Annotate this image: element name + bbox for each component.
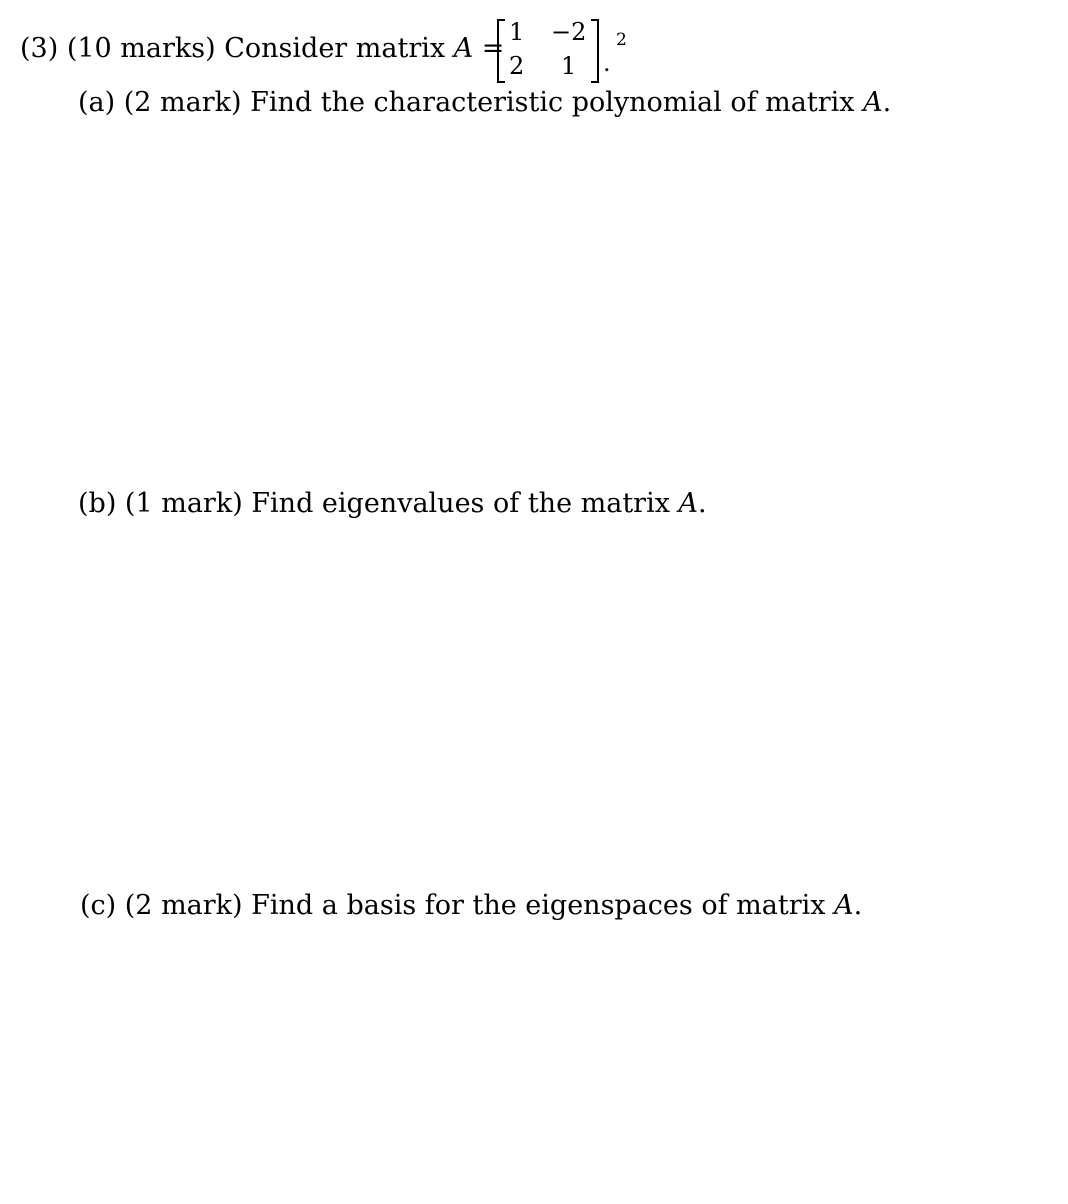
part-a-text: (a) (2 mark) Find the characteristic polynomial of matrix: [78, 87, 855, 118]
part-c-end: .: [853, 890, 863, 921]
matrix-cell-2-2: 1: [561, 52, 577, 80]
part-a: [78, 89, 891, 116]
matrix-cell-2-1: 2: [509, 52, 525, 80]
superscript-mark: 2: [616, 30, 627, 50]
part-c-text: (c) (2 mark) Find a basis for the eigenspaces of matrix: [80, 890, 826, 921]
matrix-cell-1-2: −2: [551, 18, 587, 46]
part-a-end: .: [882, 87, 892, 118]
equals-sign: =: [481, 33, 505, 64]
question-text: (3) (10 marks) Consider matrix: [20, 33, 446, 64]
matrix-a: [497, 19, 599, 83]
part-b-end: .: [698, 488, 707, 519]
part-b: [78, 490, 707, 517]
part-a-symbol: A: [863, 87, 883, 118]
part-b-text: (b) (1 mark) Find eigenvalues of the matrix: [78, 488, 670, 519]
part-b-symbol: A: [678, 488, 699, 519]
matrix-symbol: A: [453, 33, 474, 64]
matrix-right-bracket: [591, 19, 599, 83]
matrix-left-bracket: [497, 19, 505, 83]
part-c: [80, 892, 862, 919]
part-c-symbol: A: [834, 890, 854, 921]
question-header: [20, 35, 504, 62]
matrix-trailing-period: .: [603, 49, 611, 77]
matrix-cell-1-1: 1: [509, 18, 525, 46]
